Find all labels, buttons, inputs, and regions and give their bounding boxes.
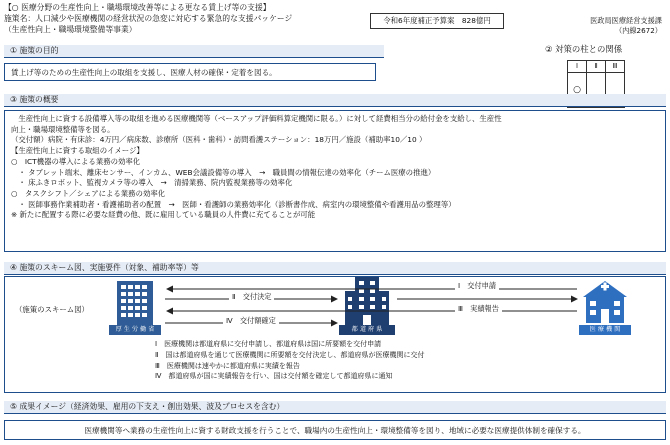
result-heading: ⑤ 成果イメージ（経済効果、雇用の下支え・創出効果、波及プロセスを含む） (4, 401, 666, 414)
scheme-label: （施策のスキーム図） (15, 305, 89, 314)
overview-line: （交付額）病院・有床診：4万円／病床数、診療所（医科・歯科）・訪問看護ステーション：18万円／施設（補助率10／10 ） (11, 135, 427, 145)
overview-line: 生産性向上に資する設備導入等の取組を進める医療機関等（ベースアップ評価料算定機関に限る。）に対して経費相当分の給付金を支給し、生産性 (11, 114, 502, 123)
arrow-label-i: Ⅰ 交付申請 (455, 281, 499, 290)
scheme-legend (155, 339, 424, 382)
org-label-mhlw: 厚 生 労 働 省 (109, 325, 161, 335)
purpose-heading: ① 施策の目的 (4, 45, 384, 58)
scheme-box (4, 276, 666, 393)
scheme-heading: ④ 施策のスキーム図、実施要件（対象、補助率等）等 (4, 262, 666, 275)
pillar-col-1: Ⅰ (568, 61, 587, 73)
arrow-label-ii: Ⅱ 交付決定 (229, 292, 274, 301)
arrow-label-iv: Ⅳ 交付額確定 (223, 316, 279, 325)
overview-heading: ③ 施策の概要 (4, 94, 666, 107)
policy-name: 施策名：人口減少や医療機関の経営状況の急変に対応する緊急的な支援パッケージ (4, 14, 293, 23)
pillars-heading: ② 対策の柱との関係 (545, 44, 623, 54)
overview-box (4, 110, 666, 252)
overview-line: ○ タスクシフト／シェアによる業務の効率化 (11, 188, 166, 198)
overview-line: 向上・職場環境整備等を図る。 (11, 124, 115, 134)
budget-box: 令和6年度補正予算案 828億円 (370, 13, 504, 29)
pillar-mark-1: ○ (568, 73, 587, 108)
org-label-prefecture: 都 道 府 県 (339, 325, 395, 335)
pillar-col-3: Ⅲ (606, 61, 625, 73)
department-extension: （内線2672） (614, 26, 662, 35)
legend-item: Ⅲ 医療機関は速やかに都道府県に実績を報告 (155, 361, 300, 370)
result-text: 医療機関等へ業務の生産性向上に資する財政支援を行うことで、職場内の生産性向上・環境整備等を図り、地域に必要な医療提供体制を確保する。 (4, 420, 666, 440)
overview-line: ・ タブレット端末、離床センサー、インカム、WEB会議設備等の導入 → 職員間の情報伝達の効率化（チーム医療の推進） (11, 167, 436, 177)
overview-line: 【生産性向上に資する取組のイメージ】 (11, 146, 144, 156)
policy-subname: （生産性向上・職場環境整備等事業） (4, 25, 137, 34)
overview-line: ※ 新たに配置する際に必要な経費の他、既に雇用している職員の人件費に充てることが可能 (11, 210, 316, 220)
page-title: 【○ 医療分野の生産性向上・職場環境改善等による更なる賃上げ等の支援】 (4, 3, 271, 12)
overview-line: ○ ICT機器の導入による業務の効率化 (11, 156, 141, 166)
department-name: 医政局医療経営支援課 (590, 16, 662, 25)
legend-item: Ⅳ 都道府県が国に実績報告を行い、国は交付額を確定して都道府県に通知 (155, 372, 393, 381)
arrow-label-iii: Ⅲ 実績報告 (455, 304, 502, 313)
purpose-text: 賃上げ等のための生産性向上の取組を支援し、医療人材の確保・定着を図る。 (4, 63, 376, 81)
scheme-arrows (5, 277, 665, 337)
overview-line: ・ 床ふきロボット、監視カメラ等の導入 → 清掃業務、院内監視業務等の効率化 (11, 178, 293, 188)
overview-line: ・ 医師事務作業補助者・看護補助者の配置 → 医師・看護師の業務効率化（診断書作成、病室内の環境整備や看護用品の整理等） (11, 199, 456, 209)
pillar-col-2: Ⅱ (587, 61, 606, 73)
org-label-hospital: 医 療 機 関 (579, 325, 631, 335)
legend-item: Ⅰ 医療機関は都道府県に交付申請し、都道府県は国に所要額を交付申請 (155, 340, 382, 348)
legend-item: Ⅱ 国は都道府県を通じて医療機関に所要額を交付決定し、都道府県が医療機関に交付 (155, 350, 425, 359)
